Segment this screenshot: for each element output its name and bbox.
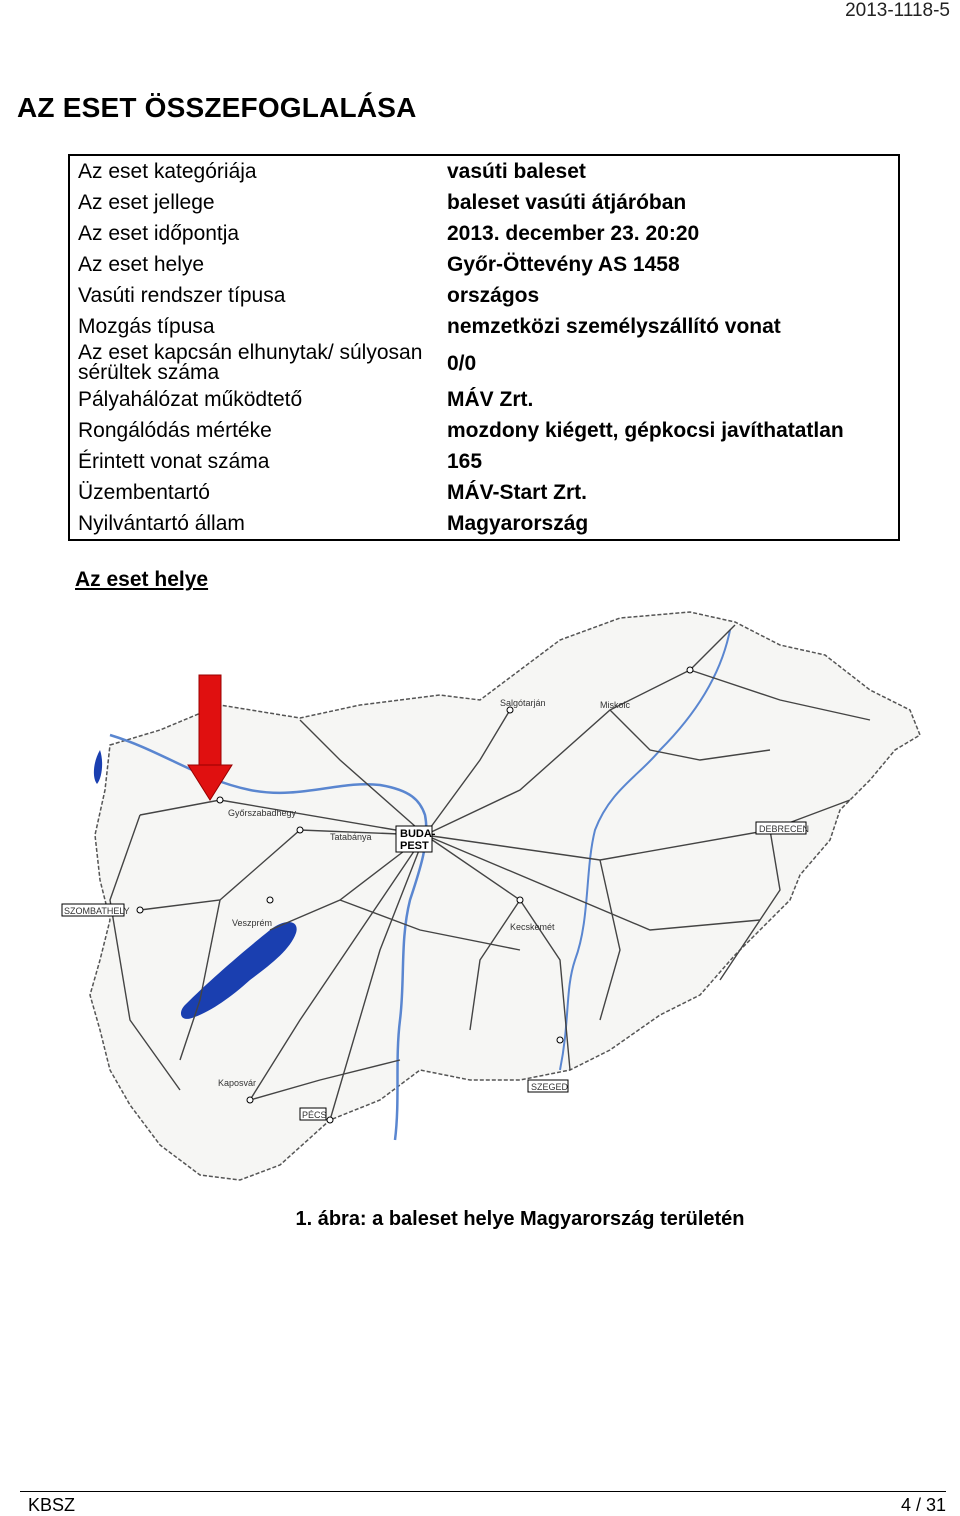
map-label-budapest-1: BUDA- <box>400 828 436 840</box>
summary-row <box>69 415 899 446</box>
map-label-gyorszabadhegy: Győrszabadhegy <box>228 808 297 818</box>
map-label-pecs: PÉCS <box>302 1110 327 1120</box>
footer-left: KBSZ <box>28 1495 76 1515</box>
summary-value: vasúti baleset <box>447 160 586 183</box>
summary-label: Érintett vonat száma <box>78 450 270 473</box>
figure-caption <box>0 1208 960 1231</box>
summary-value: országos <box>447 284 540 307</box>
summary-value: Győr-Öttevény AS 1458 <box>447 253 680 276</box>
map-label-miskolc: Miskolc <box>600 700 631 710</box>
summary-label: Vasúti rendszer típusa <box>78 284 286 307</box>
map-label-debrecen: DEBRECEN <box>759 824 810 834</box>
summary-row <box>69 446 899 477</box>
summary-value: baleset vasúti átjáróban <box>447 191 687 214</box>
railway-map <box>0 600 960 1200</box>
map-label-szombathely: SZOMBATHELY <box>64 906 130 916</box>
summary-label: Üzembentartó <box>78 481 210 504</box>
summary-row <box>69 508 899 540</box>
map-label-kecskemet: Kecskemét <box>510 922 555 932</box>
summary-label: Az eset kapcsán elhunytak/ súlyosan sérültek száma <box>78 341 423 384</box>
summary-table <box>68 154 900 541</box>
map-label-budapest-2: PEST <box>400 840 429 852</box>
summary-row <box>69 155 899 187</box>
lake-neusiedl <box>94 750 102 784</box>
map-label-tatabanya: Tatabánya <box>330 832 372 842</box>
summary-value: nemzetközi személyszállító vonat <box>447 315 781 338</box>
page-title: AZ ESET ÖSSZEFOGLALÁSA <box>17 92 417 123</box>
summary-label: Nyilvántartó állam <box>78 512 245 535</box>
map-label-salgotarjan: Salgótarján <box>500 698 546 708</box>
section-title: Az eset helye <box>75 568 209 591</box>
summary-label: Rongálódás mértéke <box>78 419 272 442</box>
summary-value: 2013. december 23. 20:20 <box>447 222 700 245</box>
map-label-szeged: SZEGED <box>531 1082 569 1092</box>
footer-page-number: 4 / 31 <box>900 1495 946 1515</box>
map-label-kaposvar: Kaposvár <box>218 1078 257 1088</box>
summary-row <box>69 249 899 280</box>
summary-label: Az eset jellege <box>78 191 215 214</box>
summary-row <box>69 384 899 415</box>
summary-row <box>69 311 899 342</box>
summary-value: 0/0 <box>447 351 477 375</box>
summary-row <box>69 280 899 311</box>
summary-value: 165 <box>447 450 483 473</box>
summary-value: MÁV-Start Zrt. <box>447 481 588 504</box>
document-number: 2013-1118-5 <box>845 0 950 21</box>
summary-row <box>69 187 899 218</box>
summary-row <box>69 342 899 384</box>
summary-label: Az eset időpontja <box>78 222 240 245</box>
summary-label: Az eset kategóriája <box>78 160 257 183</box>
map-label-veszprem: Veszprém <box>232 918 273 928</box>
footer-divider <box>20 1491 946 1492</box>
summary-row <box>69 218 899 249</box>
summary-label: Mozgás típusa <box>78 315 215 338</box>
summary-label: Pályahálózat működtető <box>78 388 303 411</box>
summary-value: MÁV Zrt. <box>447 388 534 411</box>
summary-row <box>69 477 899 508</box>
summary-value: mozdony kiégett, gépkocsi javíthatatlan <box>447 419 844 442</box>
summary-label: Az eset helye <box>78 253 205 276</box>
railway-map-svg <box>0 600 960 1200</box>
figure-caption-text: 1. ábra: a baleset helye Magyarország területén <box>295 1208 745 1230</box>
summary-value: Magyarország <box>447 512 589 535</box>
